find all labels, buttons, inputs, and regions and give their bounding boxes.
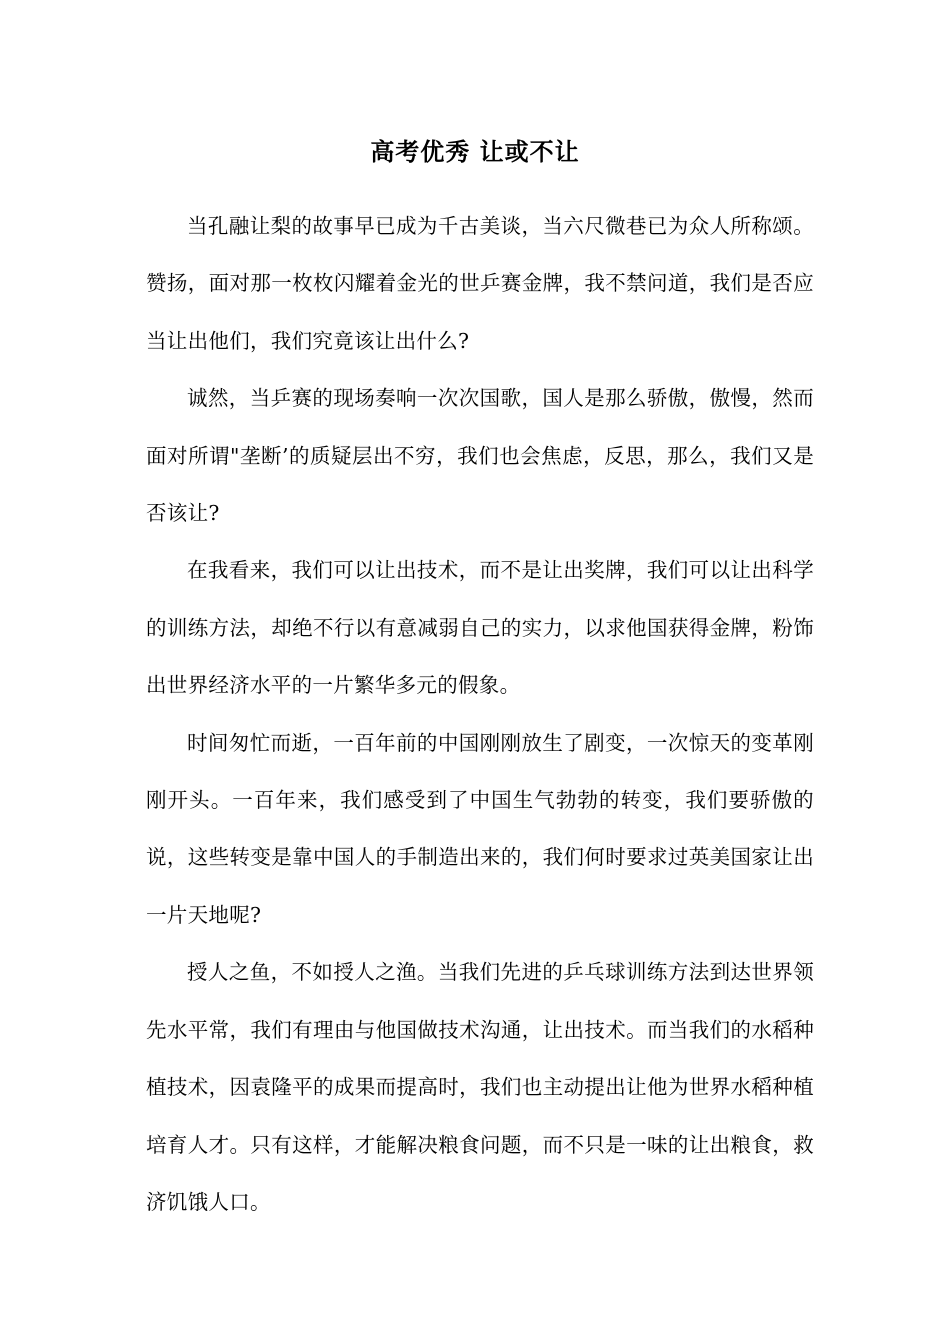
paragraph: 在我看来，我们可以让出技术，而不是让出奖牌，我们可以让出科学的训练方法，却绝不行以有意减弱自己的实力，以求他国获得金牌，粉饰出世界经济水平的一片繁华多元的假象。	[146, 558, 814, 698]
document-title: 高考优秀 让或不让	[370, 137, 580, 166]
paragraph: 时间匆忙而逝，一百年前的中国刚刚放生了剧变，一次惊天的变革刚刚开头。一百年来，我们感受到了中国生气勃勃的转变，我们要骄傲的说，这些转变是靠中国人的手制造出来的，我们何时要求过英美国家让出一片天地呢?	[146, 730, 814, 927]
paragraph: 授人之鱼，不如授人之渔。当我们先进的乒乓球训练方法到达世界领先水平常，我们有理由与他国做技术沟通，让出技术。而当我们的水稻种植技术，因袁隆平的成果而提高时，我们也主动提出让他为世界水稻种植培育人才。只有这样，才能解决粮食问题，而不只是一味的让出粮食，救济饥饿人口。	[146, 960, 814, 1214]
document-body	[146, 198, 814, 1231]
paragraph: 当孔融让梨的故事早已成为千古美谈，当六尺微巷已为众人所称颂。赞扬，面对那一枚枚闪耀着金光的世乒赛金牌，我不禁问道，我们是否应当让出他们，我们究竟该让出什么?	[146, 214, 814, 353]
paragraph: 诚然，当乒赛的现场奏响一次次国歌，国人是那么骄傲，傲慢，然而面对所谓"垄断’的质疑层出不穷，我们也会焦虑，反思，那么，我们又是否该让?	[146, 386, 814, 526]
